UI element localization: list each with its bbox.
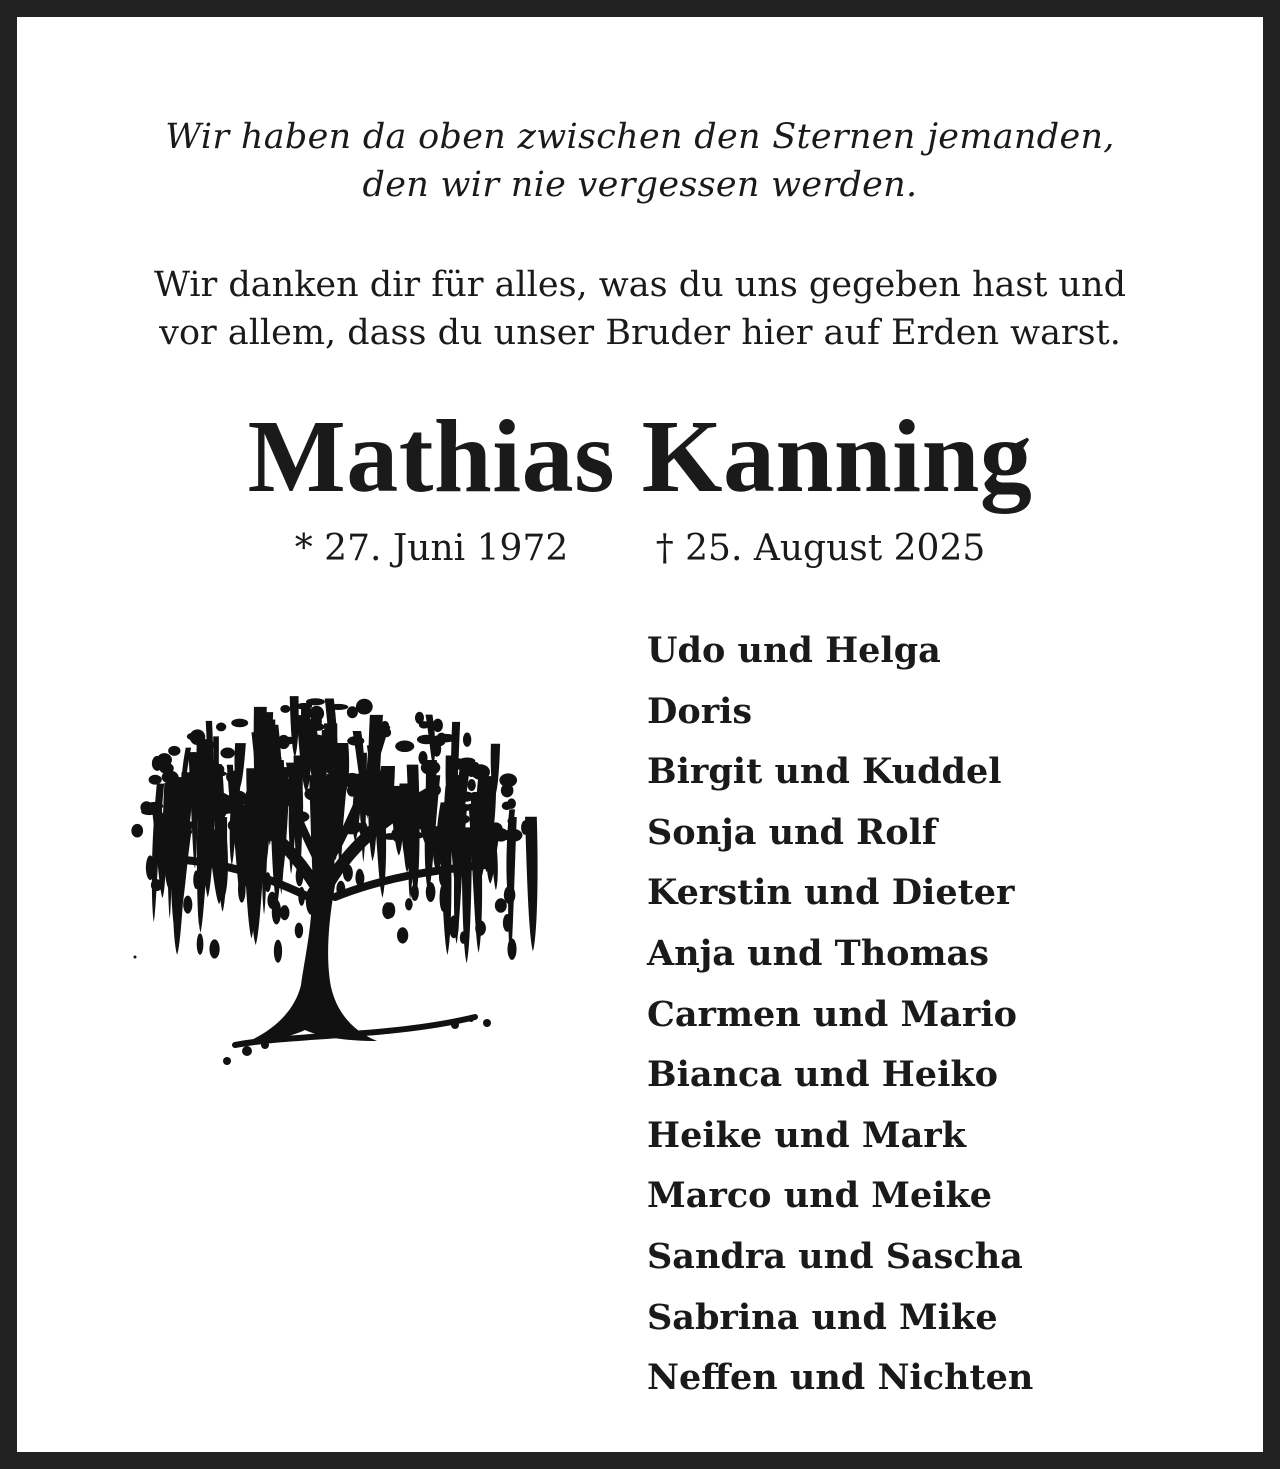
mourner-entry: Heike und Mark (647, 1114, 966, 1156)
birth-date: * 27. Juni 1972 (294, 528, 569, 569)
mourner-entry: Birgit und Kuddel (647, 751, 1002, 793)
mourners-list (647, 621, 1033, 1409)
obituary-notice (17, 17, 1263, 1452)
mourner-entry: Sabrina und Mike (647, 1296, 998, 1338)
life-dates (17, 525, 1263, 573)
mourner-entry: Marco und Meike (647, 1175, 993, 1217)
mourner-entry: Anja und Thomas (647, 932, 989, 974)
thanks-text (17, 261, 1263, 357)
mourner-entry: Kerstin und Dieter (647, 872, 1015, 914)
thanks-line: Wir danken dir für alles, was du uns gegeben hast und (153, 265, 1127, 305)
mourner-entry: Sonja und Rolf (647, 811, 937, 853)
quote-line: Wir haben da oben zwischen den Sternen jemanden, (165, 117, 1115, 157)
deceased-name: Mathias Kanning (247, 399, 1033, 514)
quote-line: den wir nie vergessen werden. (362, 165, 918, 205)
thanks-line: vor allem, dass du unser Bruder hier auf Erden warst. (159, 313, 1121, 353)
mourner-entry: Carmen und Mario (647, 993, 1017, 1035)
mourner-entry: Neffen und Nichten (647, 1357, 1034, 1399)
death-date: † 25. August 2025 (655, 528, 986, 569)
memorial-quote (17, 113, 1263, 209)
mourner-entry: Doris (647, 690, 753, 732)
mourner-entry: Sandra und Sascha (647, 1235, 1023, 1277)
weeping-willow-tree-icon (115, 665, 595, 1085)
mourner-entry: Bianca und Heiko (647, 1054, 998, 1096)
mourner-entry: Udo und Helga (647, 630, 941, 671)
